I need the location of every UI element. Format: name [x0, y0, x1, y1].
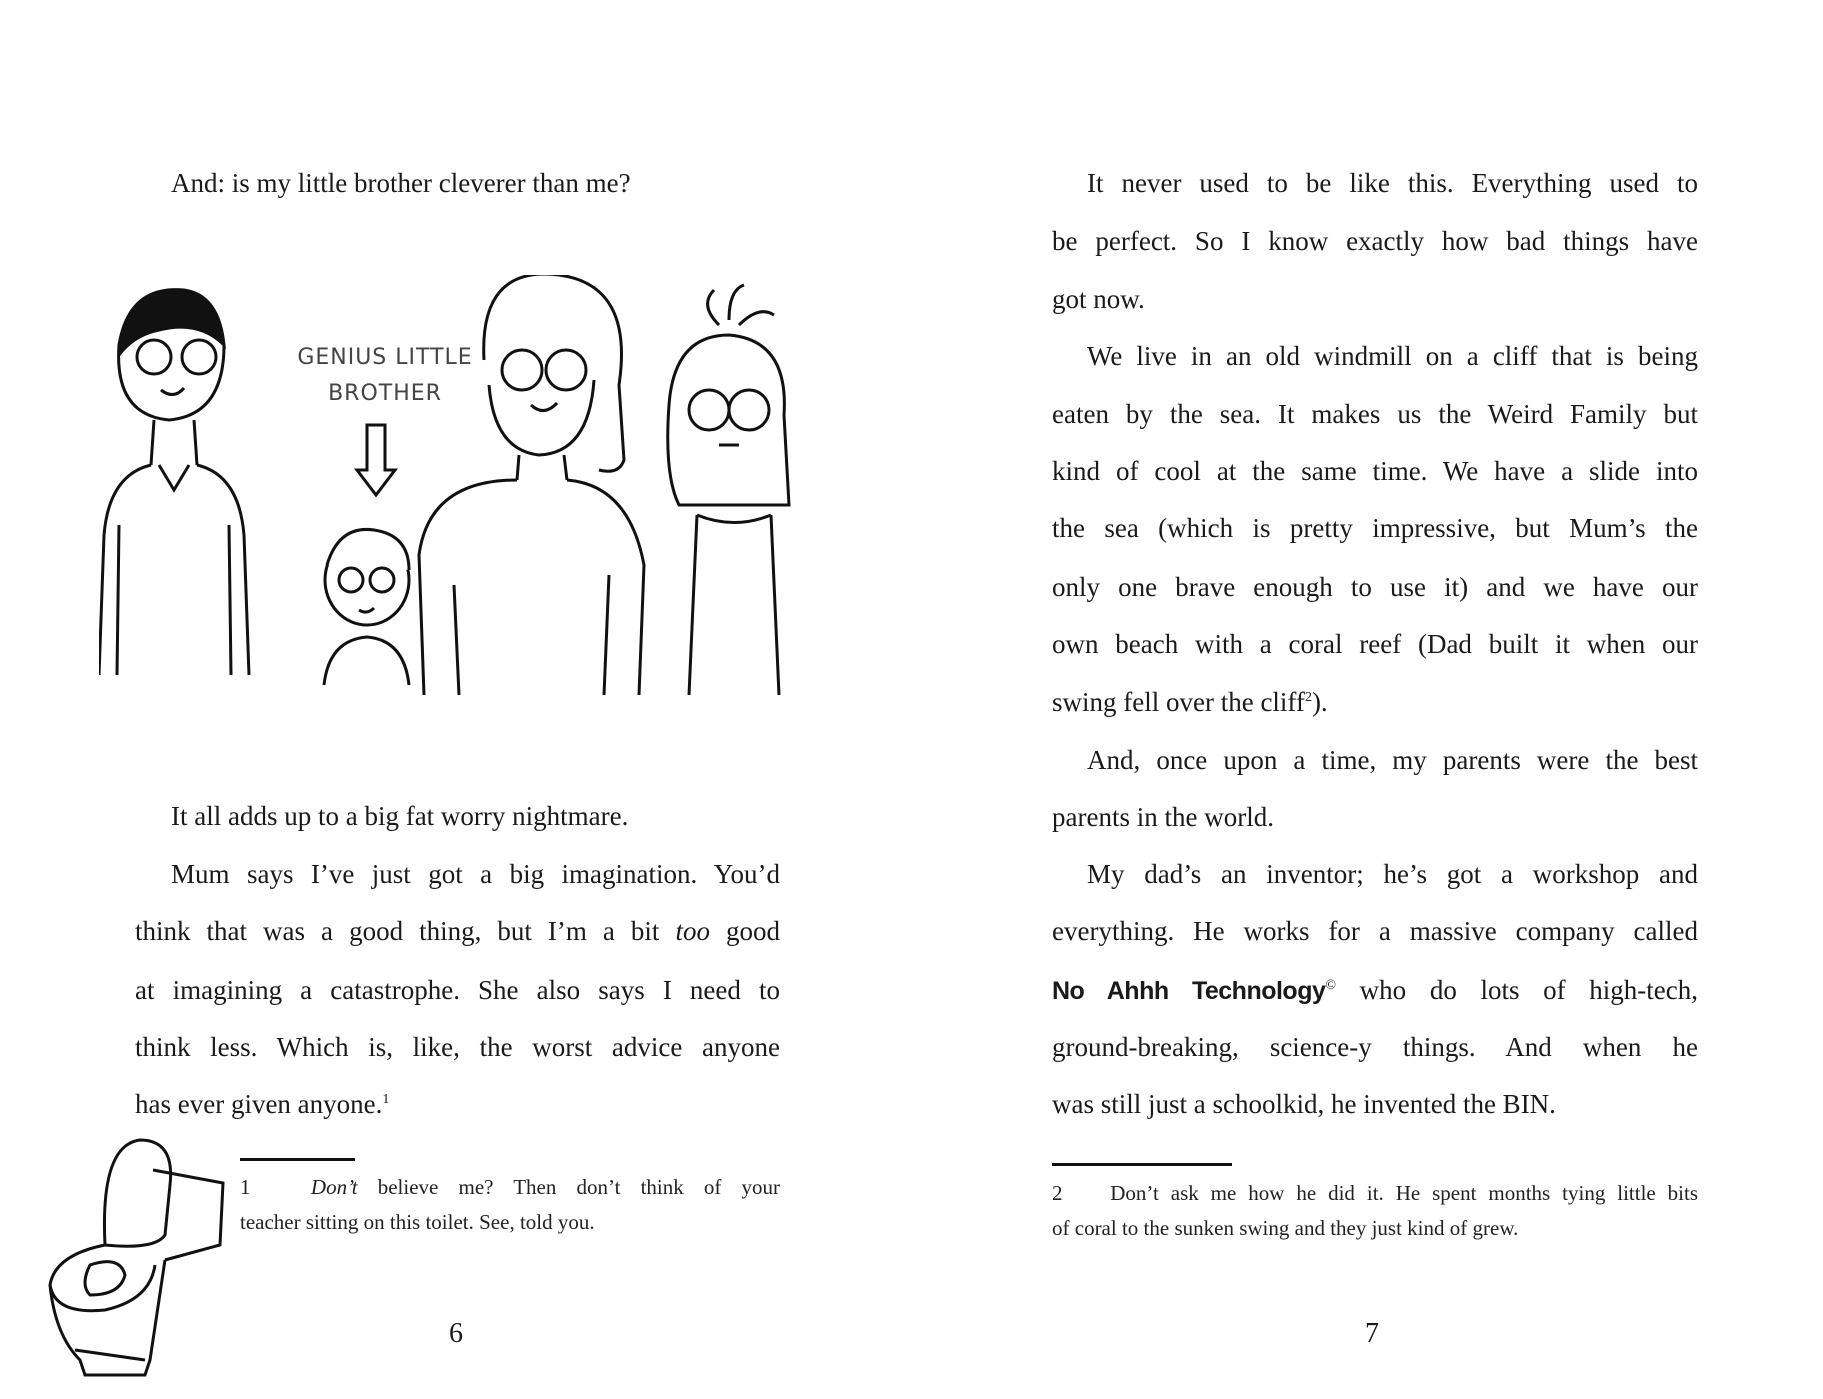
body-line: was still just a schoolkid, he invented the BIN. — [1052, 1089, 1556, 1119]
footnote-2 — [1052, 1180, 1698, 1206]
body-line: Mum says I’ve just got a big imagination. You’d — [171, 859, 780, 889]
body-line: My dad’s an inventor; he’s got a workshop and — [1087, 859, 1698, 889]
body-line: We live in an old windmill on a cliff that is being — [1087, 341, 1698, 371]
body-line: ground-breaking, science-y things. And when he — [1052, 1032, 1698, 1062]
body-line: own beach with a coral reef (Dad built it when our — [1052, 629, 1698, 659]
body-line: think less. Which is, like, the worst advice anyone — [135, 1032, 780, 1062]
body-line: the sea (which is pretty impressive, but Mum’s the — [1052, 513, 1698, 543]
mum-figure — [419, 275, 644, 695]
footnote-ref[interactable]: 1 — [382, 1092, 390, 1107]
footnote-rule — [240, 1158, 355, 1161]
footnote-number: 1 — [240, 1175, 251, 1199]
family-illustration — [99, 275, 814, 700]
girl-figure — [668, 285, 789, 695]
body-line: at imagining a catastrophe. She also says I need to — [135, 975, 780, 1005]
footnote-2-line2: of coral to the sunken swing and they just kind of grew. — [1052, 1216, 1519, 1240]
text: think that was a good thing, but I’m a bit — [135, 916, 676, 946]
caption-line: BROTHER — [328, 381, 442, 406]
footnote-1-line2: teacher sitting on this toilet. See, told you. — [240, 1210, 595, 1234]
body-line: It never used to be like this. Everything used to — [1087, 168, 1698, 198]
body-line: got now. — [1052, 284, 1145, 314]
emphasis: Don’t — [310, 1175, 358, 1199]
body-line — [135, 1088, 780, 1120]
copyright-mark: © — [1325, 978, 1337, 993]
company-name: No Ahhh Technology — [1052, 977, 1326, 1005]
text: Don’t ask me how he did it. He spent months tying little bits — [1110, 1181, 1699, 1205]
body-line: parents in the world. — [1052, 802, 1274, 832]
dad-figure — [99, 290, 249, 675]
text: who do lots of high-tech, — [1336, 975, 1698, 1005]
page-number: 7 — [1365, 1318, 1379, 1349]
footnote-1 — [240, 1174, 780, 1200]
body-line — [1052, 974, 1698, 1007]
text: swing fell over the cliff — [1052, 687, 1305, 717]
body-line: And: is my little brother cleverer than me? — [171, 168, 631, 198]
body-line: everything. He works for a massive company called — [1052, 916, 1698, 946]
toilet-illustration — [45, 1135, 230, 1385]
body-line: eaten by the sea. It makes us the Weird Family but — [1052, 399, 1698, 429]
body-line: And, once upon a time, my parents were the best — [1087, 745, 1698, 775]
arrow-down-icon — [357, 425, 395, 495]
emphasis: too — [675, 916, 710, 946]
footnote-rule — [1052, 1163, 1232, 1166]
genius-little-brother-caption — [290, 340, 480, 412]
body-line: only one brave enough to use it) and we have our — [1052, 572, 1698, 602]
text: ). — [1311, 687, 1328, 717]
body-line — [135, 915, 780, 947]
text: believe me? Then don’t think of your — [357, 1175, 780, 1199]
brother-figure — [324, 529, 409, 685]
footnote-number: 2 — [1052, 1181, 1063, 1205]
caption-line: GENIUS LITTLE — [297, 345, 473, 370]
text: good — [709, 916, 780, 946]
body-line — [1052, 686, 1698, 718]
page-number: 6 — [449, 1318, 463, 1349]
footnote-ref[interactable]: 2 — [1304, 690, 1312, 705]
body-line: be perfect. So I know exactly how bad things have — [1052, 226, 1698, 256]
body-line: It all adds up to a big fat worry nightmare. — [171, 801, 629, 831]
body-line: kind of cool at the same time. We have a slide into — [1052, 456, 1698, 486]
text: has ever given anyone. — [135, 1089, 383, 1119]
